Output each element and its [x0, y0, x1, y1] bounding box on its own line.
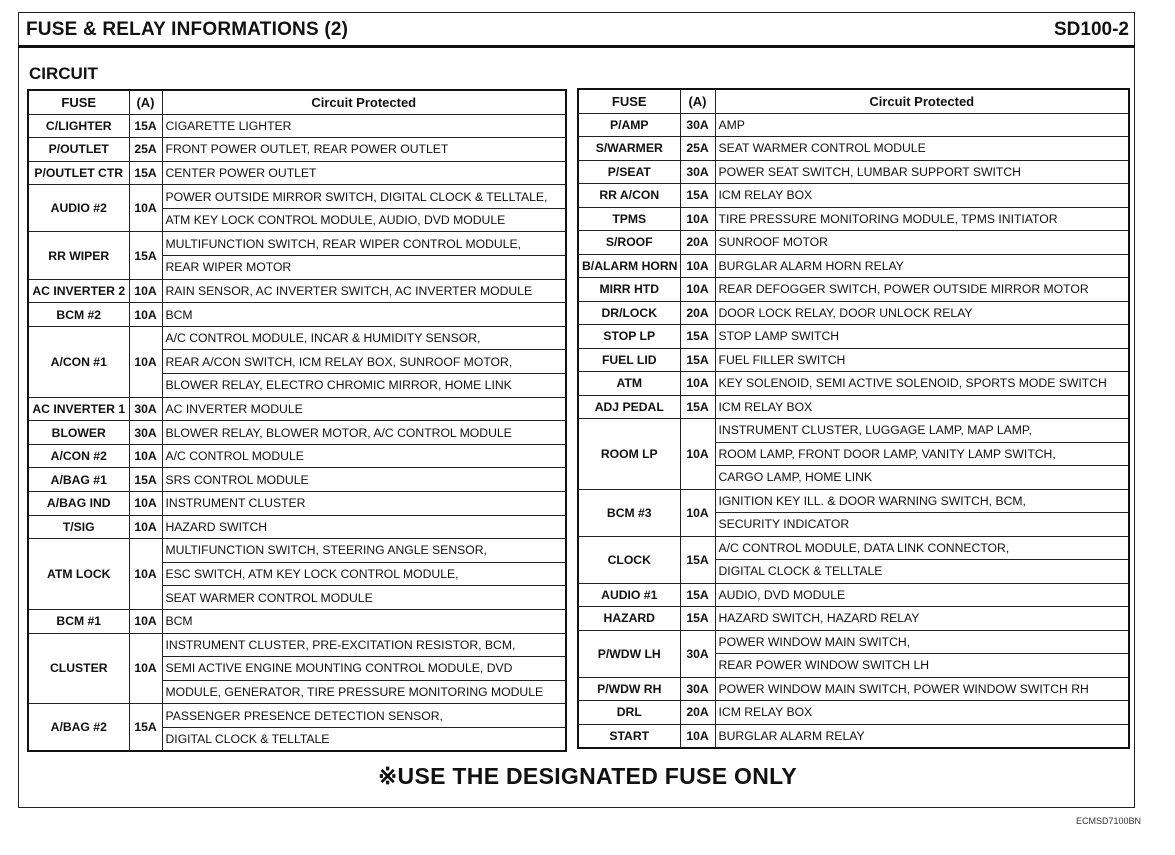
circuit-protected: HAZARD SWITCH [162, 515, 566, 539]
table-row [28, 468, 566, 492]
column-header-amp: (A) [680, 89, 715, 113]
circuit-protected: INSTRUMENT CLUSTER [162, 492, 566, 516]
fuse-amperage: 10A [680, 278, 715, 302]
circuit-protected: BCM [162, 303, 566, 327]
table-row [28, 185, 566, 209]
circuit-protected: MODULE, GENERATOR, TIRE PRESSURE MONITORING MODULE [162, 680, 566, 704]
fuse-name: P/SEAT [578, 160, 680, 184]
table-row [28, 397, 566, 421]
fuse-amperage: 25A [129, 138, 162, 162]
table-row [28, 492, 566, 516]
fuse-amperage: 10A [129, 492, 162, 516]
fuse-amperage: 15A [680, 184, 715, 208]
fuse-amperage: 10A [129, 444, 162, 468]
circuit-protected: AC INVERTER MODULE [162, 397, 566, 421]
column-header-amp: (A) [129, 90, 162, 114]
table-row [578, 395, 1129, 419]
fuse-name: CLOCK [578, 536, 680, 583]
fuse-amperage: 10A [680, 724, 715, 748]
fuse-name: P/WDW RH [578, 677, 680, 701]
fuse-table-left [27, 89, 567, 752]
circuit-protected: REAR POWER WINDOW SWITCH LH [715, 654, 1129, 678]
fuse-amperage: 10A [680, 489, 715, 536]
fuse-name: P/AMP [578, 113, 680, 137]
fuse-table-right [577, 88, 1130, 749]
section-title: CIRCUIT [29, 64, 98, 83]
circuit-protected: DIGITAL CLOCK & TELLTALE [162, 727, 566, 751]
fuse-name: TPMS [578, 207, 680, 231]
table-row [578, 630, 1129, 654]
fuse-amperage: 15A [680, 607, 715, 631]
page-title: FUSE & RELAY INFORMATIONS (2) [26, 19, 349, 40]
fuse-name: ATM [578, 372, 680, 396]
table-row [578, 372, 1129, 396]
circuit-protected: SEAT WARMER CONTROL MODULE [162, 586, 566, 610]
fuse-name: START [578, 724, 680, 748]
table-row [28, 114, 566, 138]
circuit-protected: AMP [715, 113, 1129, 137]
circuit-protected: REAR WIPER MOTOR [162, 256, 566, 280]
fuse-name: P/WDW LH [578, 630, 680, 677]
fuse-amperage: 20A [680, 231, 715, 255]
fuse-name: BCM #2 [28, 303, 129, 327]
column-header-fuse: FUSE [578, 89, 680, 113]
circuit-protected: ATM KEY LOCK CONTROL MODULE, AUDIO, DVD MODULE [162, 208, 566, 232]
table-row [28, 539, 566, 563]
table-row [578, 137, 1129, 161]
circuit-protected: DIGITAL CLOCK & TELLTALE [715, 560, 1129, 584]
table-row [578, 231, 1129, 255]
circuit-protected: BURGLAR ALARM HORN RELAY [715, 254, 1129, 278]
fuse-amperage: 30A [680, 160, 715, 184]
fuse-amperage: 25A [680, 137, 715, 161]
fuse-amperage: 30A [129, 397, 162, 421]
fuse-name: HAZARD [578, 607, 680, 631]
table-row [578, 724, 1129, 748]
table-row [578, 160, 1129, 184]
fuse-amperage: 15A [129, 704, 162, 751]
fuse-name: ADJ PEDAL [578, 395, 680, 419]
fuse-name: DR/LOCK [578, 301, 680, 325]
table-row [28, 232, 566, 256]
fuse-amperage: 20A [680, 701, 715, 725]
circuit-protected: BLOWER RELAY, BLOWER MOTOR, A/C CONTROL MODULE [162, 421, 566, 445]
fuse-name: A/BAG #2 [28, 704, 129, 751]
fuse-name: BCM #3 [578, 489, 680, 536]
fuse-name: STOP LP [578, 325, 680, 349]
fuse-name: P/OUTLET CTR [28, 161, 129, 185]
fuse-name: AC INVERTER 2 [28, 279, 129, 303]
document-code: ECMSD7100BN [1075, 816, 1141, 826]
fuse-name: CLUSTER [28, 633, 129, 704]
fuse-name: A/BAG IND [28, 492, 129, 516]
column-header-circuit: Circuit Protected [162, 90, 566, 114]
circuit-protected: MULTIFUNCTION SWITCH, REAR WIPER CONTROL MODULE, [162, 232, 566, 256]
circuit-protected: POWER WINDOW MAIN SWITCH, [715, 630, 1129, 654]
header-divider [18, 45, 1135, 48]
fuse-name: T/SIG [28, 515, 129, 539]
circuit-protected: SEMI ACTIVE ENGINE MOUNTING CONTROL MODULE, DVD [162, 657, 566, 681]
fuse-amperage: 10A [129, 303, 162, 327]
circuit-protected: REAR DEFOGGER SWITCH, POWER OUTSIDE MIRROR MOTOR [715, 278, 1129, 302]
circuit-protected: SRS CONTROL MODULE [162, 468, 566, 492]
circuit-protected: POWER WINDOW MAIN SWITCH, POWER WINDOW SWITCH RH [715, 677, 1129, 701]
fuse-amperage: 10A [129, 609, 162, 633]
fuse-name: S/WARMER [578, 137, 680, 161]
fuse-name: A/BAG #1 [28, 468, 129, 492]
table-row [28, 161, 566, 185]
table-header-row [28, 90, 566, 114]
table-row [578, 113, 1129, 137]
table-row [578, 701, 1129, 725]
fuse-amperage: 15A [680, 536, 715, 583]
table-row [28, 421, 566, 445]
column-header-circuit: Circuit Protected [715, 89, 1129, 113]
fuse-name: P/OUTLET [28, 138, 129, 162]
circuit-protected: A/C CONTROL MODULE, INCAR & HUMIDITY SENSOR, [162, 326, 566, 350]
circuit-protected: CIGARETTE LIGHTER [162, 114, 566, 138]
fuse-name: BCM #1 [28, 609, 129, 633]
circuit-protected: BCM [162, 609, 566, 633]
fuse-amperage: 30A [680, 677, 715, 701]
circuit-protected: ICM RELAY BOX [715, 701, 1129, 725]
fuse-name: C/LIGHTER [28, 114, 129, 138]
table-row [578, 419, 1129, 443]
fuse-name: A/CON #2 [28, 444, 129, 468]
fuse-amperage: 15A [129, 161, 162, 185]
circuit-protected: TIRE PRESSURE MONITORING MODULE, TPMS INITIATOR [715, 207, 1129, 231]
table-row [28, 326, 566, 350]
table-row [578, 489, 1129, 513]
fuse-amperage: 10A [680, 207, 715, 231]
circuit-protected: SUNROOF MOTOR [715, 231, 1129, 255]
fuse-amperage: 10A [129, 185, 162, 232]
fuse-amperage: 15A [129, 468, 162, 492]
circuit-protected: POWER OUTSIDE MIRROR SWITCH, DIGITAL CLOCK & TELLTALE, [162, 185, 566, 209]
fuse-amperage: 15A [680, 583, 715, 607]
circuit-protected: IGNITION KEY ILL. & DOOR WARNING SWITCH, BCM, [715, 489, 1129, 513]
column-header-fuse: FUSE [28, 90, 129, 114]
table-row [28, 704, 566, 728]
circuit-protected: A/C CONTROL MODULE [162, 444, 566, 468]
circuit-protected: HAZARD SWITCH, HAZARD RELAY [715, 607, 1129, 631]
circuit-protected: ESC SWITCH, ATM KEY LOCK CONTROL MODULE, [162, 562, 566, 586]
circuit-protected: DOOR LOCK RELAY, DOOR UNLOCK RELAY [715, 301, 1129, 325]
fuse-amperage: 15A [680, 395, 715, 419]
table-row [578, 278, 1129, 302]
table-row [578, 607, 1129, 631]
fuse-name: S/ROOF [578, 231, 680, 255]
circuit-protected: ROOM LAMP, FRONT DOOR LAMP, VANITY LAMP SWITCH, [715, 442, 1129, 466]
fuse-amperage: 10A [129, 279, 162, 303]
circuit-protected: INSTRUMENT CLUSTER, LUGGAGE LAMP, MAP LAMP, [715, 419, 1129, 443]
circuit-protected: SECURITY INDICATOR [715, 513, 1129, 537]
fuse-name: A/CON #1 [28, 326, 129, 397]
fuse-name: AUDIO #1 [578, 583, 680, 607]
table-row [28, 515, 566, 539]
table-row [28, 138, 566, 162]
circuit-protected: FUEL FILLER SWITCH [715, 348, 1129, 372]
table-header-row [578, 89, 1129, 113]
fuse-name: AC INVERTER 1 [28, 397, 129, 421]
fuse-name: RR A/CON [578, 184, 680, 208]
circuit-protected: REAR A/CON SWITCH, ICM RELAY BOX, SUNROOF MOTOR, [162, 350, 566, 374]
table-row [578, 348, 1129, 372]
table-row [578, 184, 1129, 208]
circuit-protected: ICM RELAY BOX [715, 395, 1129, 419]
fuse-amperage: 10A [680, 254, 715, 278]
table-row [578, 301, 1129, 325]
page-code: SD100-2 [1054, 19, 1129, 40]
fuse-amperage: 10A [129, 633, 162, 704]
circuit-protected: BLOWER RELAY, ELECTRO CHROMIC MIRROR, HOME LINK [162, 374, 566, 398]
fuse-amperage: 15A [680, 325, 715, 349]
table-row [28, 633, 566, 657]
circuit-protected: RAIN SENSOR, AC INVERTER SWITCH, AC INVERTER MODULE [162, 279, 566, 303]
table-row [578, 207, 1129, 231]
fuse-name: ROOM LP [578, 419, 680, 490]
fuse-amperage: 10A [129, 515, 162, 539]
circuit-protected: INSTRUMENT CLUSTER, PRE-EXCITATION RESISTOR, BCM, [162, 633, 566, 657]
fuse-amperage: 15A [129, 232, 162, 279]
designated-fuse-note: ※USE THE DESIGNATED FUSE ONLY [377, 763, 798, 789]
circuit-protected: PASSENGER PRESENCE DETECTION SENSOR, [162, 704, 566, 728]
table-row [28, 303, 566, 327]
circuit-protected: BURGLAR ALARM RELAY [715, 724, 1129, 748]
fuse-amperage: 30A [680, 630, 715, 677]
fuse-name: BLOWER [28, 421, 129, 445]
fuse-name: RR WIPER [28, 232, 129, 279]
circuit-protected: AUDIO, DVD MODULE [715, 583, 1129, 607]
table-row [578, 583, 1129, 607]
table-row [578, 254, 1129, 278]
fuse-amperage: 20A [680, 301, 715, 325]
table-row [28, 279, 566, 303]
table-row [578, 677, 1129, 701]
fuse-name: ATM LOCK [28, 539, 129, 610]
fuse-amperage: 15A [680, 348, 715, 372]
fuse-amperage: 10A [680, 372, 715, 396]
circuit-protected: STOP LAMP SWITCH [715, 325, 1129, 349]
circuit-protected: KEY SOLENOID, SEMI ACTIVE SOLENOID, SPORTS MODE SWITCH [715, 372, 1129, 396]
table-row [578, 536, 1129, 560]
fuse-name: DRL [578, 701, 680, 725]
fuse-amperage: 30A [129, 421, 162, 445]
table-row [28, 609, 566, 633]
fuse-name: MIRR HTD [578, 278, 680, 302]
table-row [28, 444, 566, 468]
circuit-protected: FRONT POWER OUTLET, REAR POWER OUTLET [162, 138, 566, 162]
circuit-protected: CENTER POWER OUTLET [162, 161, 566, 185]
circuit-protected: CARGO LAMP, HOME LINK [715, 466, 1129, 490]
fuse-amperage: 10A [680, 419, 715, 490]
circuit-protected: POWER SEAT SWITCH, LUMBAR SUPPORT SWITCH [715, 160, 1129, 184]
circuit-protected: SEAT WARMER CONTROL MODULE [715, 137, 1129, 161]
fuse-amperage: 10A [129, 539, 162, 610]
table-row [578, 325, 1129, 349]
fuse-amperage: 30A [680, 113, 715, 137]
circuit-protected: A/C CONTROL MODULE, DATA LINK CONNECTOR, [715, 536, 1129, 560]
circuit-protected: MULTIFUNCTION SWITCH, STEERING ANGLE SENSOR, [162, 539, 566, 563]
fuse-name: B/ALARM HORN [578, 254, 680, 278]
fuse-name: AUDIO #2 [28, 185, 129, 232]
fuse-name: FUEL LID [578, 348, 680, 372]
circuit-protected: ICM RELAY BOX [715, 184, 1129, 208]
fuse-amperage: 15A [129, 114, 162, 138]
fuse-amperage: 10A [129, 326, 162, 397]
